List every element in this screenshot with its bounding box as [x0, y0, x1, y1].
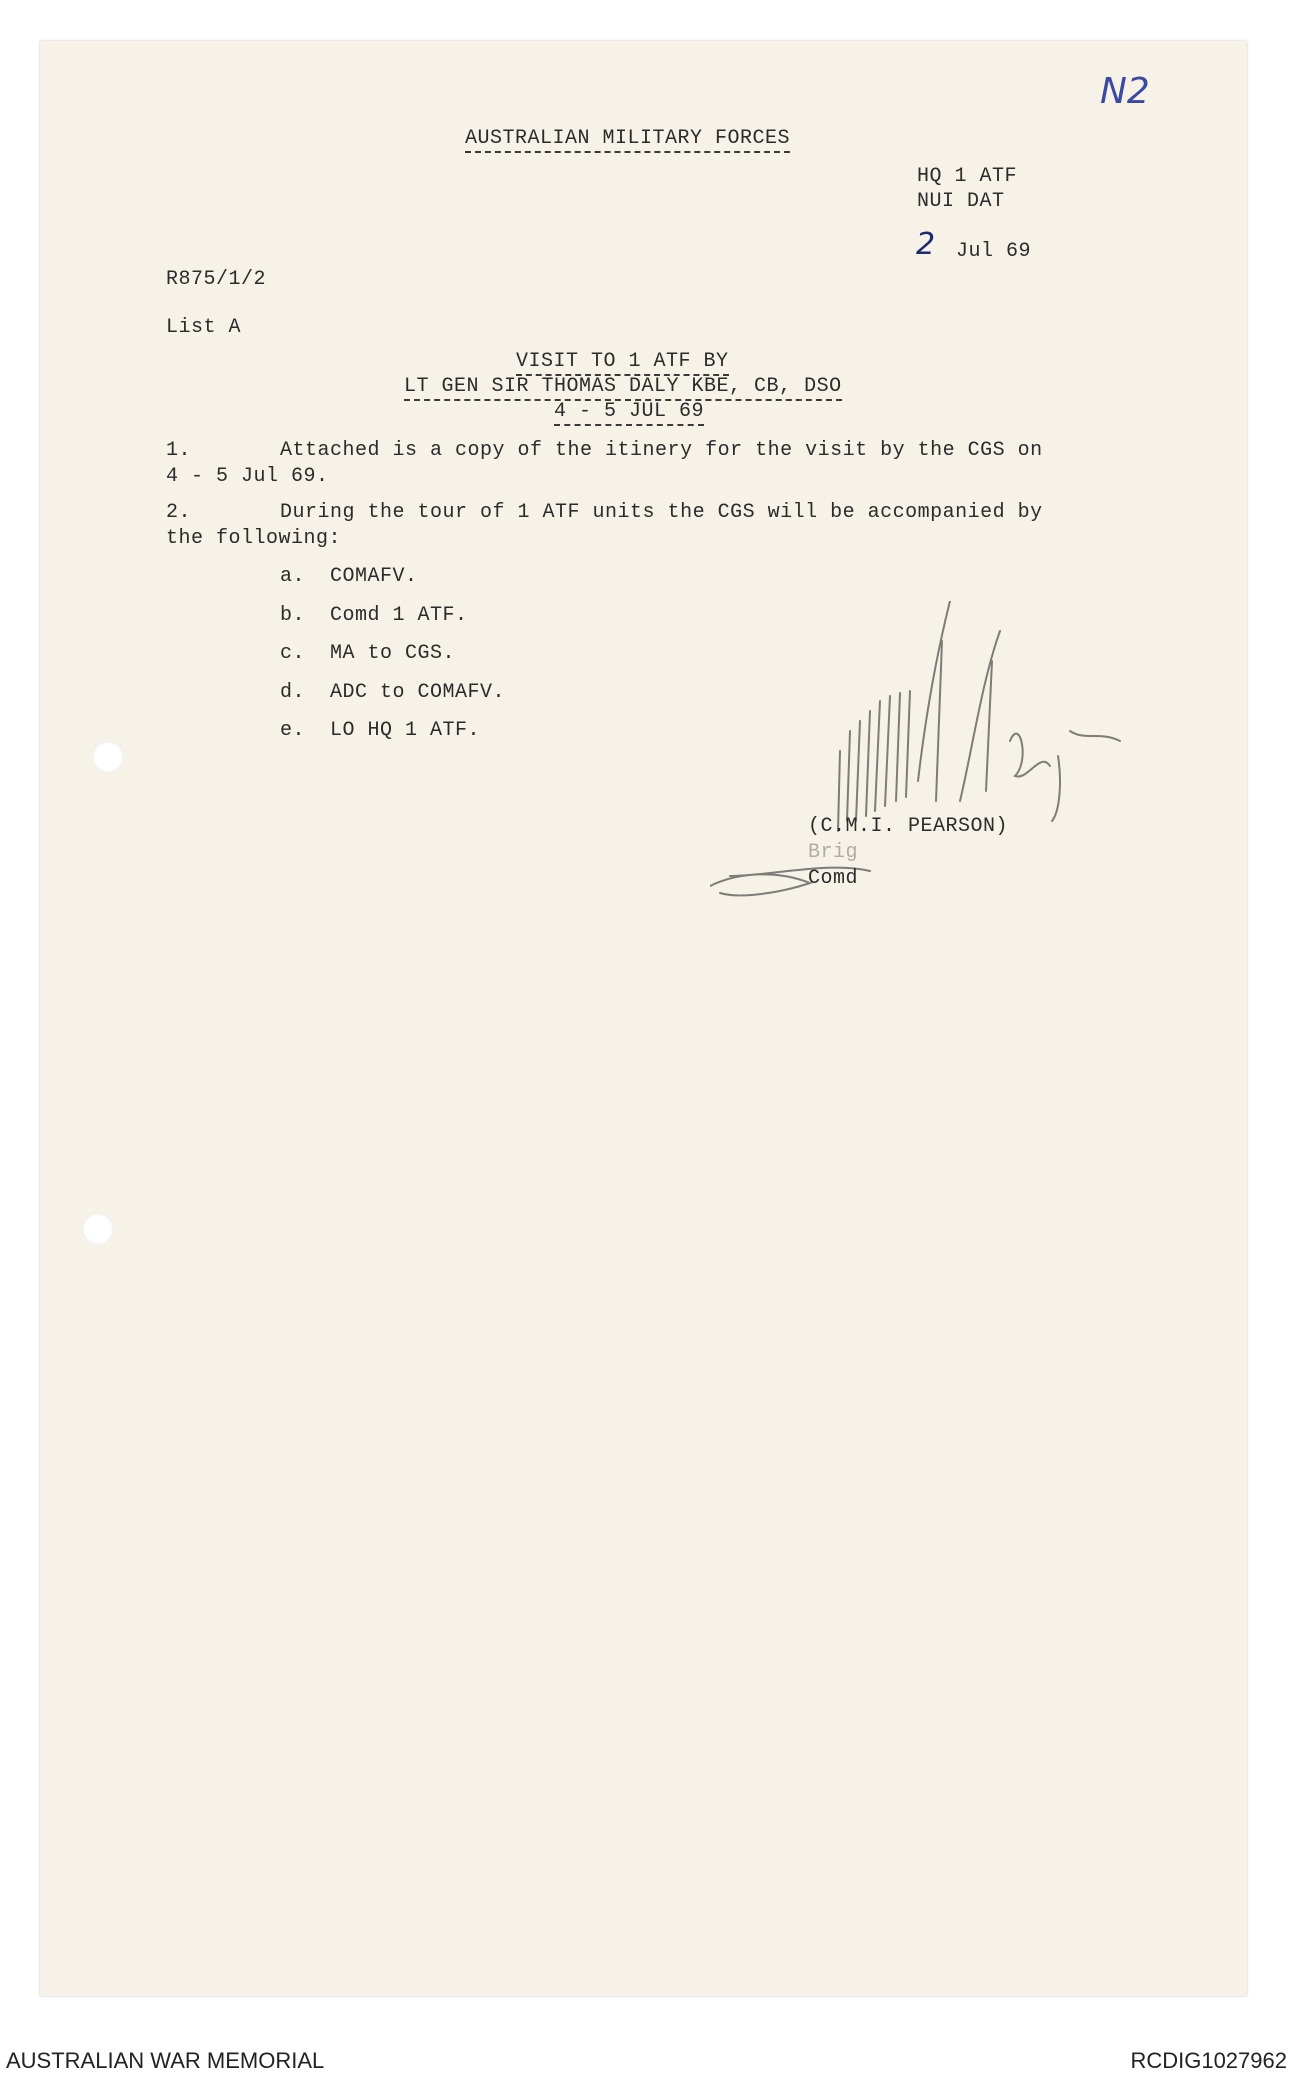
- document-page: [40, 41, 1247, 1996]
- signatory-title: Comd: [808, 867, 859, 890]
- paragraph-1-number: 1.: [166, 439, 192, 462]
- address-line-1: HQ 1 ATF: [917, 165, 1018, 188]
- file-reference: R875/1/2: [166, 268, 267, 291]
- list-item-text: COMAFV.: [330, 565, 418, 588]
- paragraph-2-line-2: the following:: [166, 527, 342, 550]
- title-line-1: VISIT TO 1 ATF BY: [516, 350, 729, 376]
- list-item-text: ADC to COMAFV.: [330, 681, 506, 704]
- address-line-2: NUI DAT: [917, 190, 1005, 213]
- list-item-text: LO HQ 1 ATF.: [330, 719, 481, 742]
- signatory-name: (C.M.I. PEARSON): [808, 815, 1009, 838]
- list-item-text: MA to CGS.: [330, 642, 456, 665]
- paragraph-2-number: 2.: [166, 501, 192, 524]
- distribution-list: List A: [166, 316, 242, 339]
- paragraph-1-line-2: 4 - 5 Jul 69.: [166, 465, 329, 488]
- list-item-letter: d.: [280, 681, 306, 704]
- title-line-3: 4 - 5 JUL 69: [554, 400, 704, 426]
- handwritten-annotation: N2: [1100, 71, 1150, 112]
- paragraph-2-line-1: During the tour of 1 ATF units the CGS will be accompanied by: [280, 501, 1043, 524]
- list-item-text: Comd 1 ATF.: [330, 604, 468, 627]
- handwritten-signature: [710, 601, 1190, 921]
- document-date: Jul 69: [956, 240, 1032, 263]
- list-item-letter: e.: [280, 719, 306, 742]
- punch-hole-top: [92, 741, 124, 773]
- document-heading: AUSTRALIAN MILITARY FORCES: [465, 127, 790, 153]
- paragraph-1-line-1: Attached is a copy of the itinery for the visit by the CGS on: [280, 439, 1043, 462]
- signatory-rank: Brig: [808, 841, 859, 864]
- title-line-2: LT GEN SIR THOMAS DALY KBE, CB, DSO: [404, 375, 842, 401]
- list-item-letter: a.: [280, 565, 306, 588]
- archive-label: AUSTRALIAN WAR MEMORIAL: [6, 2048, 325, 2073]
- list-item-letter: b.: [280, 604, 306, 627]
- punch-hole-bottom: [82, 1213, 114, 1245]
- archive-id: RCDIG1027962: [1130, 2048, 1287, 2073]
- handwritten-date-day: 2: [916, 227, 936, 262]
- list-item-letter: c.: [280, 642, 306, 665]
